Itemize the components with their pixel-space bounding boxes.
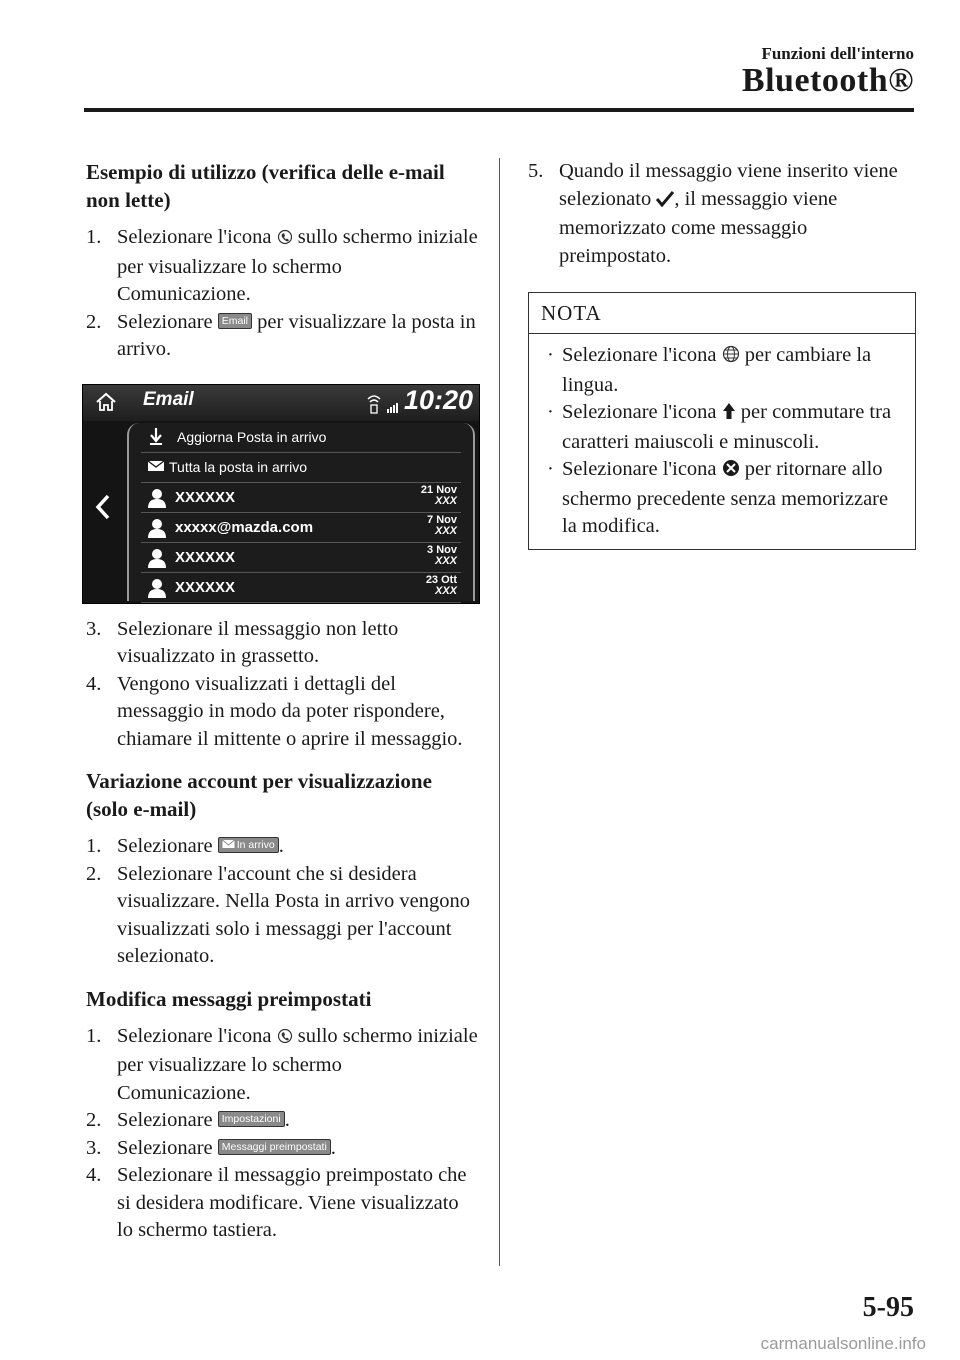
step-3 — [86, 616, 478, 671]
checkmark-icon — [656, 188, 674, 216]
button-label: In arrivo — [236, 839, 275, 851]
step-text: Selezionare — [117, 835, 218, 857]
note-box — [528, 292, 916, 550]
section-title: Funzioni dell'interno — [761, 44, 914, 63]
step-number: 2. — [86, 1109, 102, 1131]
row-label: Tutta la posta in arrivo — [169, 458, 307, 475]
step-5 — [528, 158, 916, 270]
bullet-dot: · — [547, 344, 554, 366]
step-text: sullo schermo iniziale per visualizzare lo schermo Comunicazione. — [117, 1024, 478, 1104]
email-list-panel — [127, 423, 475, 601]
list-item — [141, 453, 461, 483]
step-text: . — [284, 1109, 290, 1131]
column-divider — [499, 158, 500, 1266]
note-text: per cambiare la lingua. — [562, 344, 872, 396]
step-text: , il messaggio viene memorizzato come messaggio preimpostato. — [559, 187, 838, 267]
note-text: per ritornare allo schermo precedente senza memorizzare la modifica. — [562, 458, 889, 537]
list-item — [141, 573, 461, 603]
note-text: Selezionare l'icona — [562, 458, 722, 480]
step-number: 3. — [86, 617, 102, 640]
row-label: xxxxx@mazda.com — [175, 518, 314, 536]
row-date — [426, 575, 457, 597]
chapter-title: Bluetooth® — [741, 62, 914, 99]
list-item — [141, 483, 461, 513]
step-text: Selezionare l'icona — [117, 1024, 277, 1047]
signal-icon — [365, 393, 403, 420]
step-text: Quando il messaggio viene inserito viene selezionato — [559, 160, 898, 210]
note-item — [543, 399, 901, 456]
communication-icon — [277, 1025, 293, 1053]
email-screen-screenshot — [82, 384, 480, 604]
step-text: Selezionare il messaggio preimpostato che si desidera modificare. Viene visualizzato lo schermo tastiera. — [117, 1164, 467, 1241]
step-m4 — [86, 1162, 478, 1245]
screen-title: Email — [143, 388, 194, 410]
step-v2 — [86, 861, 478, 971]
globe-icon — [722, 344, 740, 372]
note-text: Selezionare l'icona — [562, 401, 722, 423]
note-text: Selezionare l'icona — [562, 344, 722, 366]
contact-icon — [147, 547, 167, 572]
date-text: 7 Nov — [427, 513, 457, 526]
envelope-icon — [222, 839, 235, 849]
row-date — [421, 485, 457, 507]
step-v1 — [86, 833, 478, 861]
step-text: per visualizzare la posta in arrivo. — [117, 310, 476, 360]
step-text: Selezionare — [117, 310, 218, 333]
note-title: NOTA — [529, 293, 915, 334]
list-item — [141, 513, 461, 543]
row-date — [427, 545, 457, 567]
date-text: 21 Nov — [420, 483, 457, 496]
step-m3 — [86, 1135, 478, 1163]
list-item — [141, 543, 461, 573]
step-text: Selezionare l'icona — [117, 226, 277, 248]
date-sub: XXX — [434, 524, 457, 537]
step-text: Selezionare — [117, 1136, 218, 1159]
header-rule — [84, 108, 914, 112]
step-text: Selezionare — [117, 1109, 218, 1131]
step-text: . — [278, 835, 284, 857]
communication-icon — [277, 226, 293, 254]
step-m2 — [86, 1107, 478, 1135]
row-date — [427, 515, 457, 537]
note-item — [543, 342, 901, 399]
heading-edit-presets: Modifica messaggi preimpostati — [86, 986, 372, 1011]
bullet-dot: · — [547, 401, 554, 423]
step-number: 5. — [528, 160, 544, 182]
back-arrow-icon — [93, 493, 113, 526]
step-4 — [86, 671, 478, 754]
date-text: 3 Nov — [427, 543, 457, 556]
step-number: 3. — [86, 1136, 102, 1159]
step-2 — [86, 309, 478, 364]
row-label: XXXXXX — [175, 488, 236, 506]
bullet-dot: · — [547, 458, 554, 480]
step-number: 1. — [86, 226, 102, 248]
step-number: 4. — [86, 1164, 102, 1186]
step-1 — [86, 224, 478, 309]
date-sub: XXX — [434, 494, 457, 507]
shift-arrow-icon — [722, 401, 736, 429]
date-sub: XXX — [434, 584, 457, 597]
settings-button: Impostazioni — [218, 1111, 285, 1127]
cancel-icon — [722, 458, 740, 486]
inbox-button — [218, 837, 279, 853]
contact-icon — [147, 577, 167, 602]
row-label: XXXXXX — [175, 548, 236, 566]
step-number: 1. — [86, 1024, 102, 1047]
step-text: Vengono visualizzati i dettagli del messaggio in modo da poter rispondere, chiamare il mittente o aprire il messaggio. — [117, 672, 463, 750]
step-number: 2. — [86, 862, 102, 885]
heading-account-variation: Variazione account per visualizzazione (solo e-mail) — [86, 769, 432, 821]
left-column — [86, 158, 478, 1245]
step-number: 1. — [86, 835, 102, 857]
download-icon — [147, 427, 165, 450]
contact-icon — [147, 487, 167, 512]
step-number: 4. — [86, 672, 102, 695]
date-text: 23 Ott — [425, 573, 457, 586]
watermark: carmanualsonline.info — [760, 1334, 926, 1353]
note-item — [543, 456, 901, 541]
home-icon — [95, 392, 117, 417]
envelope-icon — [147, 457, 165, 476]
row-label: XXXXXX — [175, 578, 236, 596]
list-item — [141, 423, 461, 453]
date-sub: XXX — [434, 554, 457, 567]
step-text: sullo schermo iniziale per visualizzare lo schermo Comunicazione. — [117, 226, 478, 305]
step-m1 — [86, 1023, 478, 1108]
step-text: Selezionare l'account che si desidera visualizzare. Nella Posta in arrivo vengono visualizzati solo i messaggi per l'account selezionato. — [117, 862, 470, 967]
right-column — [528, 158, 916, 550]
heading-unread-email: Esempio di utilizzo (verifica delle e-mail non lette) — [86, 160, 445, 212]
note-body — [529, 334, 915, 549]
contact-icon — [147, 517, 167, 542]
row-label: Aggiorna Posta in arrivo — [177, 428, 327, 445]
step-number: 2. — [86, 310, 102, 333]
page-number: 5-95 — [862, 1292, 914, 1323]
preset-messages-button: Messaggi preimpostati — [218, 1139, 331, 1155]
email-button: Email — [218, 313, 252, 329]
step-text: . — [330, 1136, 336, 1159]
step-text: Selezionare il messaggio non letto visualizzato in grassetto. — [117, 617, 399, 667]
screen-clock: 10:20 — [403, 384, 473, 415]
note-text: per commutare tra caratteri maiuscoli e minuscoli. — [562, 401, 892, 453]
